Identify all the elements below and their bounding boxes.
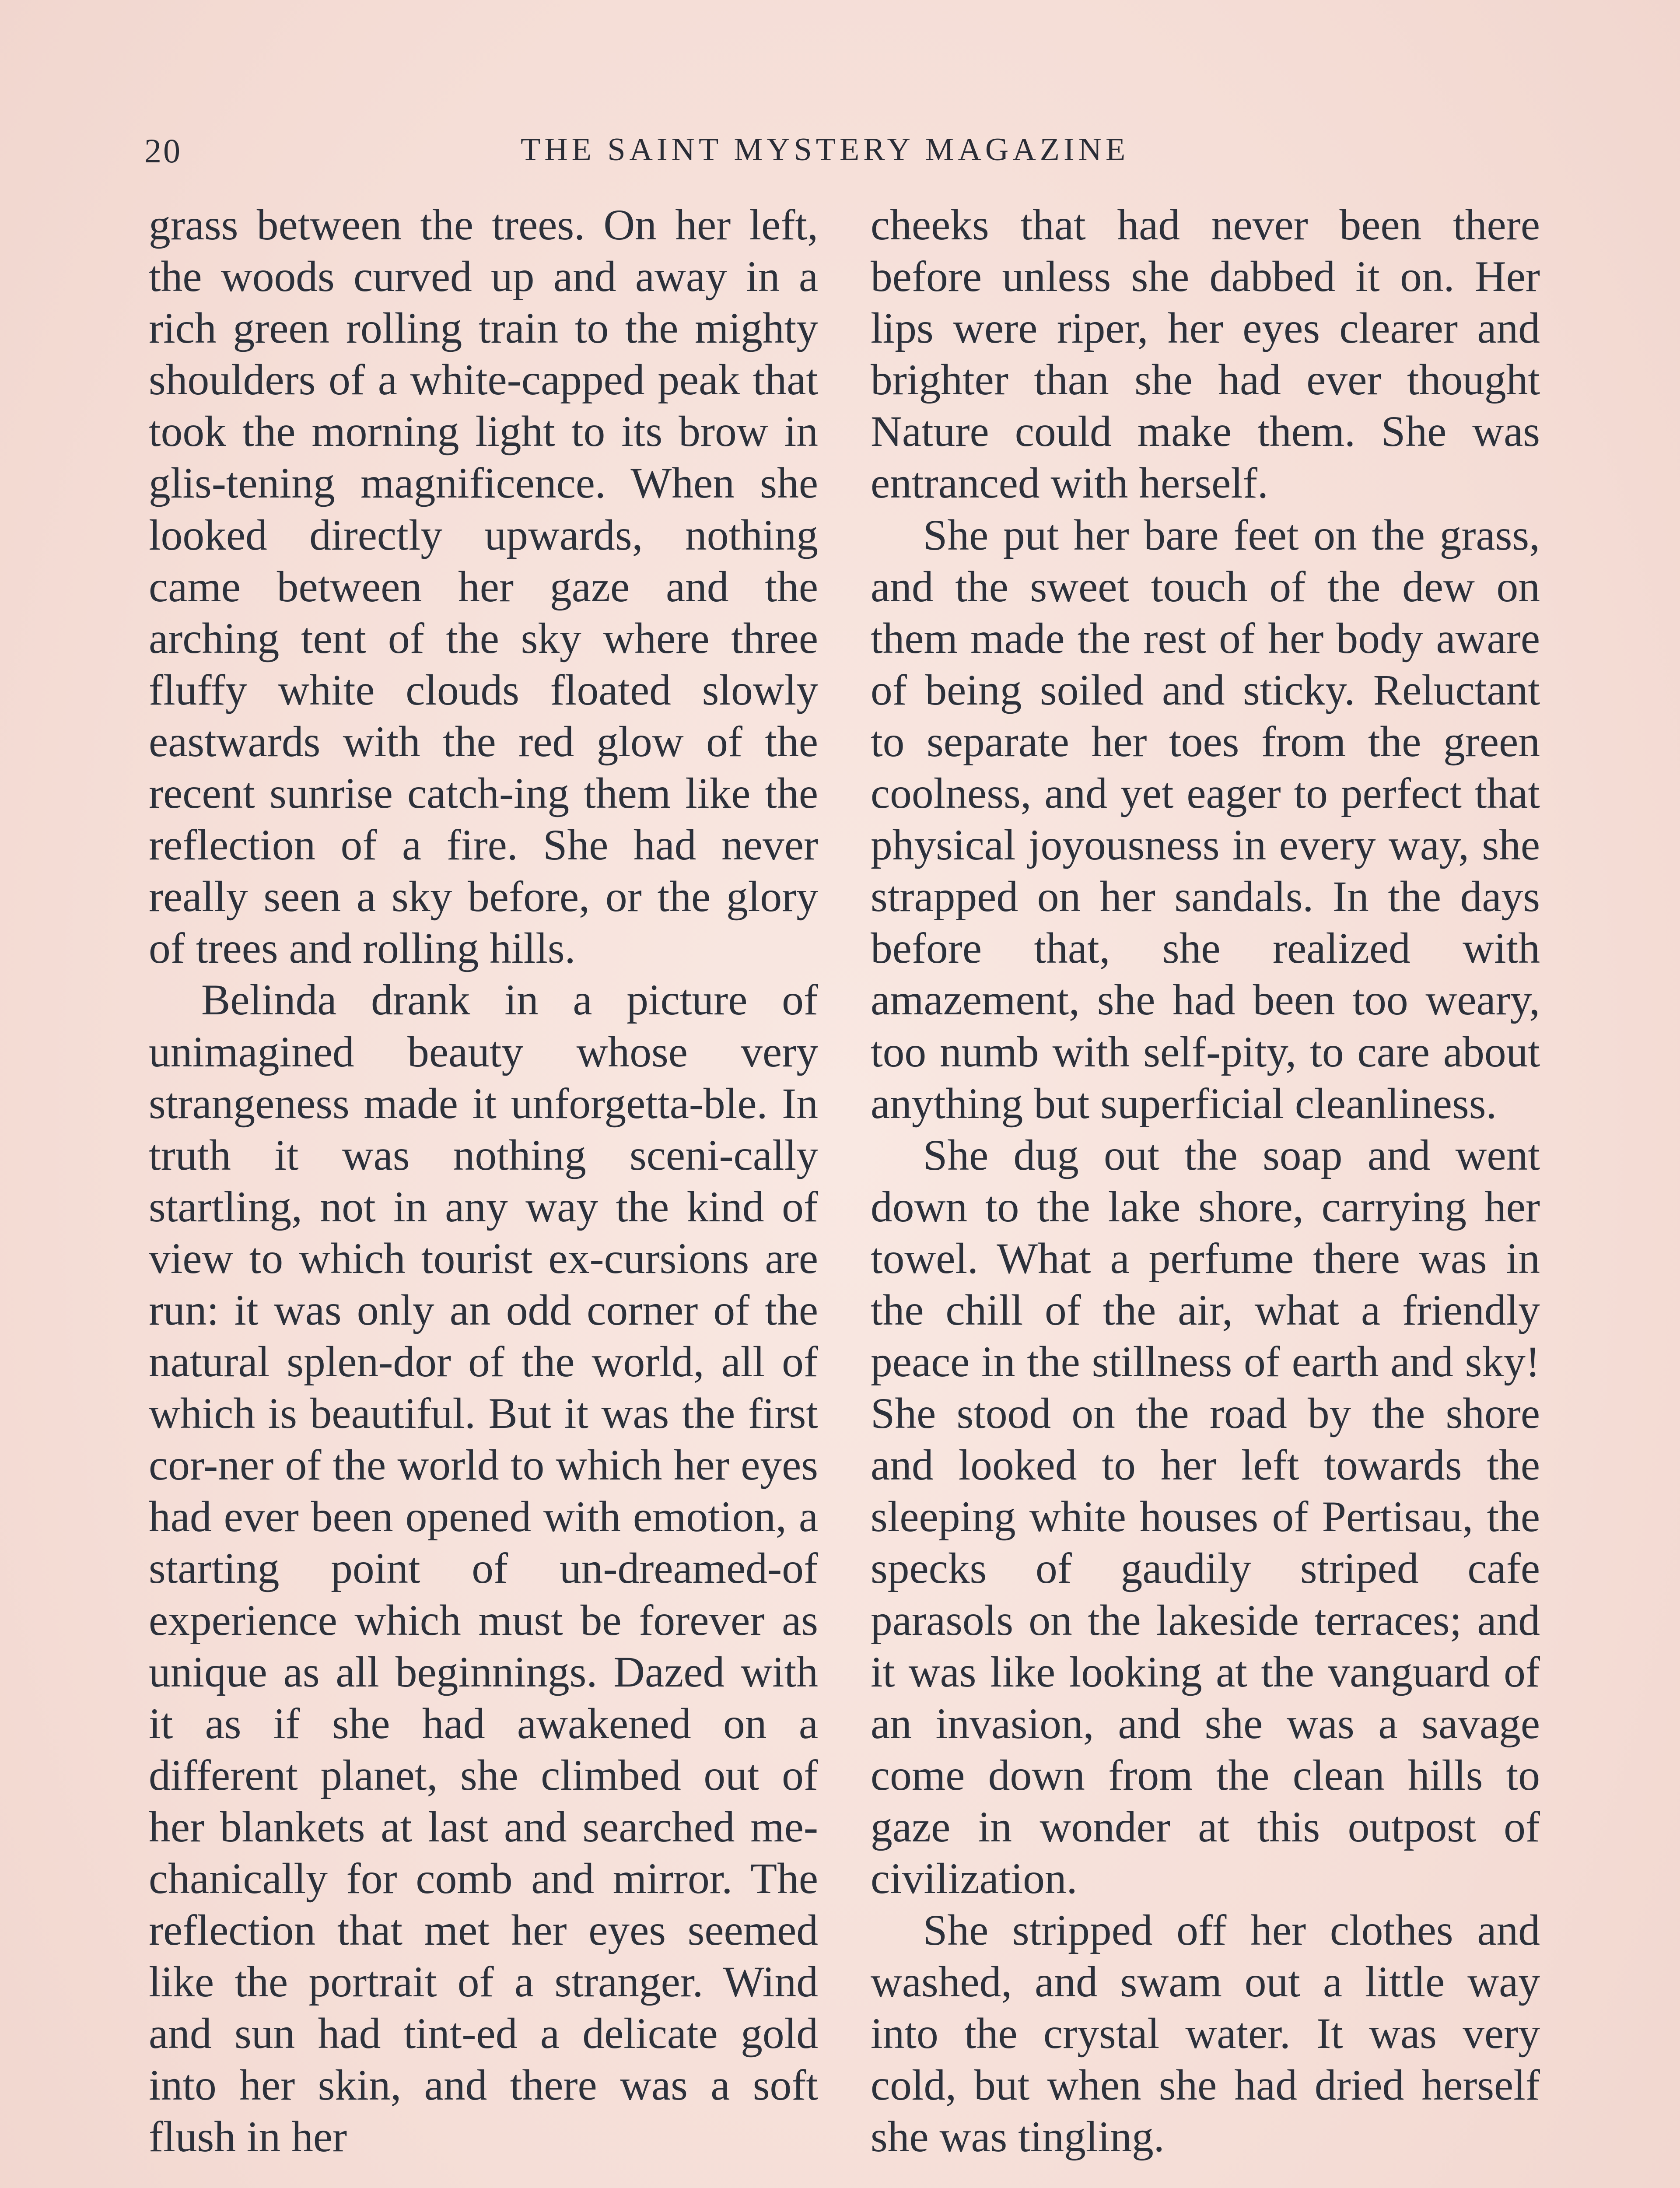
left-paragraph-1: grass between the trees. On her left, the woods curved up and away in a rich green rolling train to the mighty shoulders of a white-capped peak that took the morning light to its brow in glis-tening magnificence. When she looked directly upwards, nothing came between her gaze and the arching tent of the sky where three fluffy white clouds floated slowly eastwards with the red glow of the recent sunrise catch-ing them like the reflection of a fire. She had never really seen a sky before, or the glory of trees and rolling hills. <box>149 200 818 973</box>
right-paragraph-1: cheeks that had never been there before unless she dabbed it on. Her lips were riper, her eyes clearer and brighter than she had ever thought Nature could make them. She was entranced with herself. <box>871 200 1540 508</box>
left-column <box>149 199 818 2163</box>
right-paragraph-3: She dug out the soap and went down to the lake shore, carrying her towel. What a perfume there was in the chill of the air, what a friendly peace in the stillness of earth and sky! She stood on the road by the shore and looked to her left towards the sleeping white houses of Pertisau, the specks of gaudily striped cafe parasols on the lakeside terraces; and it was like looking at the vanguard of an invasion, and she was a savage come down from the clean hills to gaze in wonder at this outpost of civilization. <box>871 1130 1540 1903</box>
right-column <box>871 199 1540 2163</box>
right-paragraph-4: She stripped off her clothes and washed, and swam out a little way into the crystal water. It was very cold, but when she had dried herself she was tingling. <box>871 1906 1540 2161</box>
running-head: THE SAINT MYSTERY MAGAZINE <box>521 132 1130 168</box>
right-paragraph-2: She put her bare feet on the grass, and the sweet touch of the dew on them made the rest of her body aware of being soiled and sticky. Reluctant to separate her toes from the green coolness, and yet eager to perfect that physical joyousness in every way, she strapped on her sandals. In the days before that, she realized with amazement, she had been too weary, too numb with self-pity, to care about anything but superficial cleanliness. <box>871 510 1540 1128</box>
page-number: 20 <box>144 132 182 170</box>
left-paragraph-2: Belinda drank in a picture of unimagined beauty whose very strangeness made it unforgetta-ble. In truth it was nothing sceni-cally startling, not in any way the kind of view to which tourist ex-cursions are run: it was only an odd corner of the natural splen-dor of the world, all of which is beautiful. But it was the first cor-ner of the world to which her eyes had ever been opened with emotion, a starting point of un-dreamed-of experience which must be forever as unique as all beginnings. Dazed with it as if she had awakened on a different planet, she climbed out of her blankets at last and searched me-chanically for comb and mirror. The reflection that met her eyes seemed like the portrait of a stranger. Wind and sun had tint-ed a delicate gold into her skin, and there was a soft flush in her <box>149 975 818 2161</box>
page-header <box>144 131 1536 179</box>
